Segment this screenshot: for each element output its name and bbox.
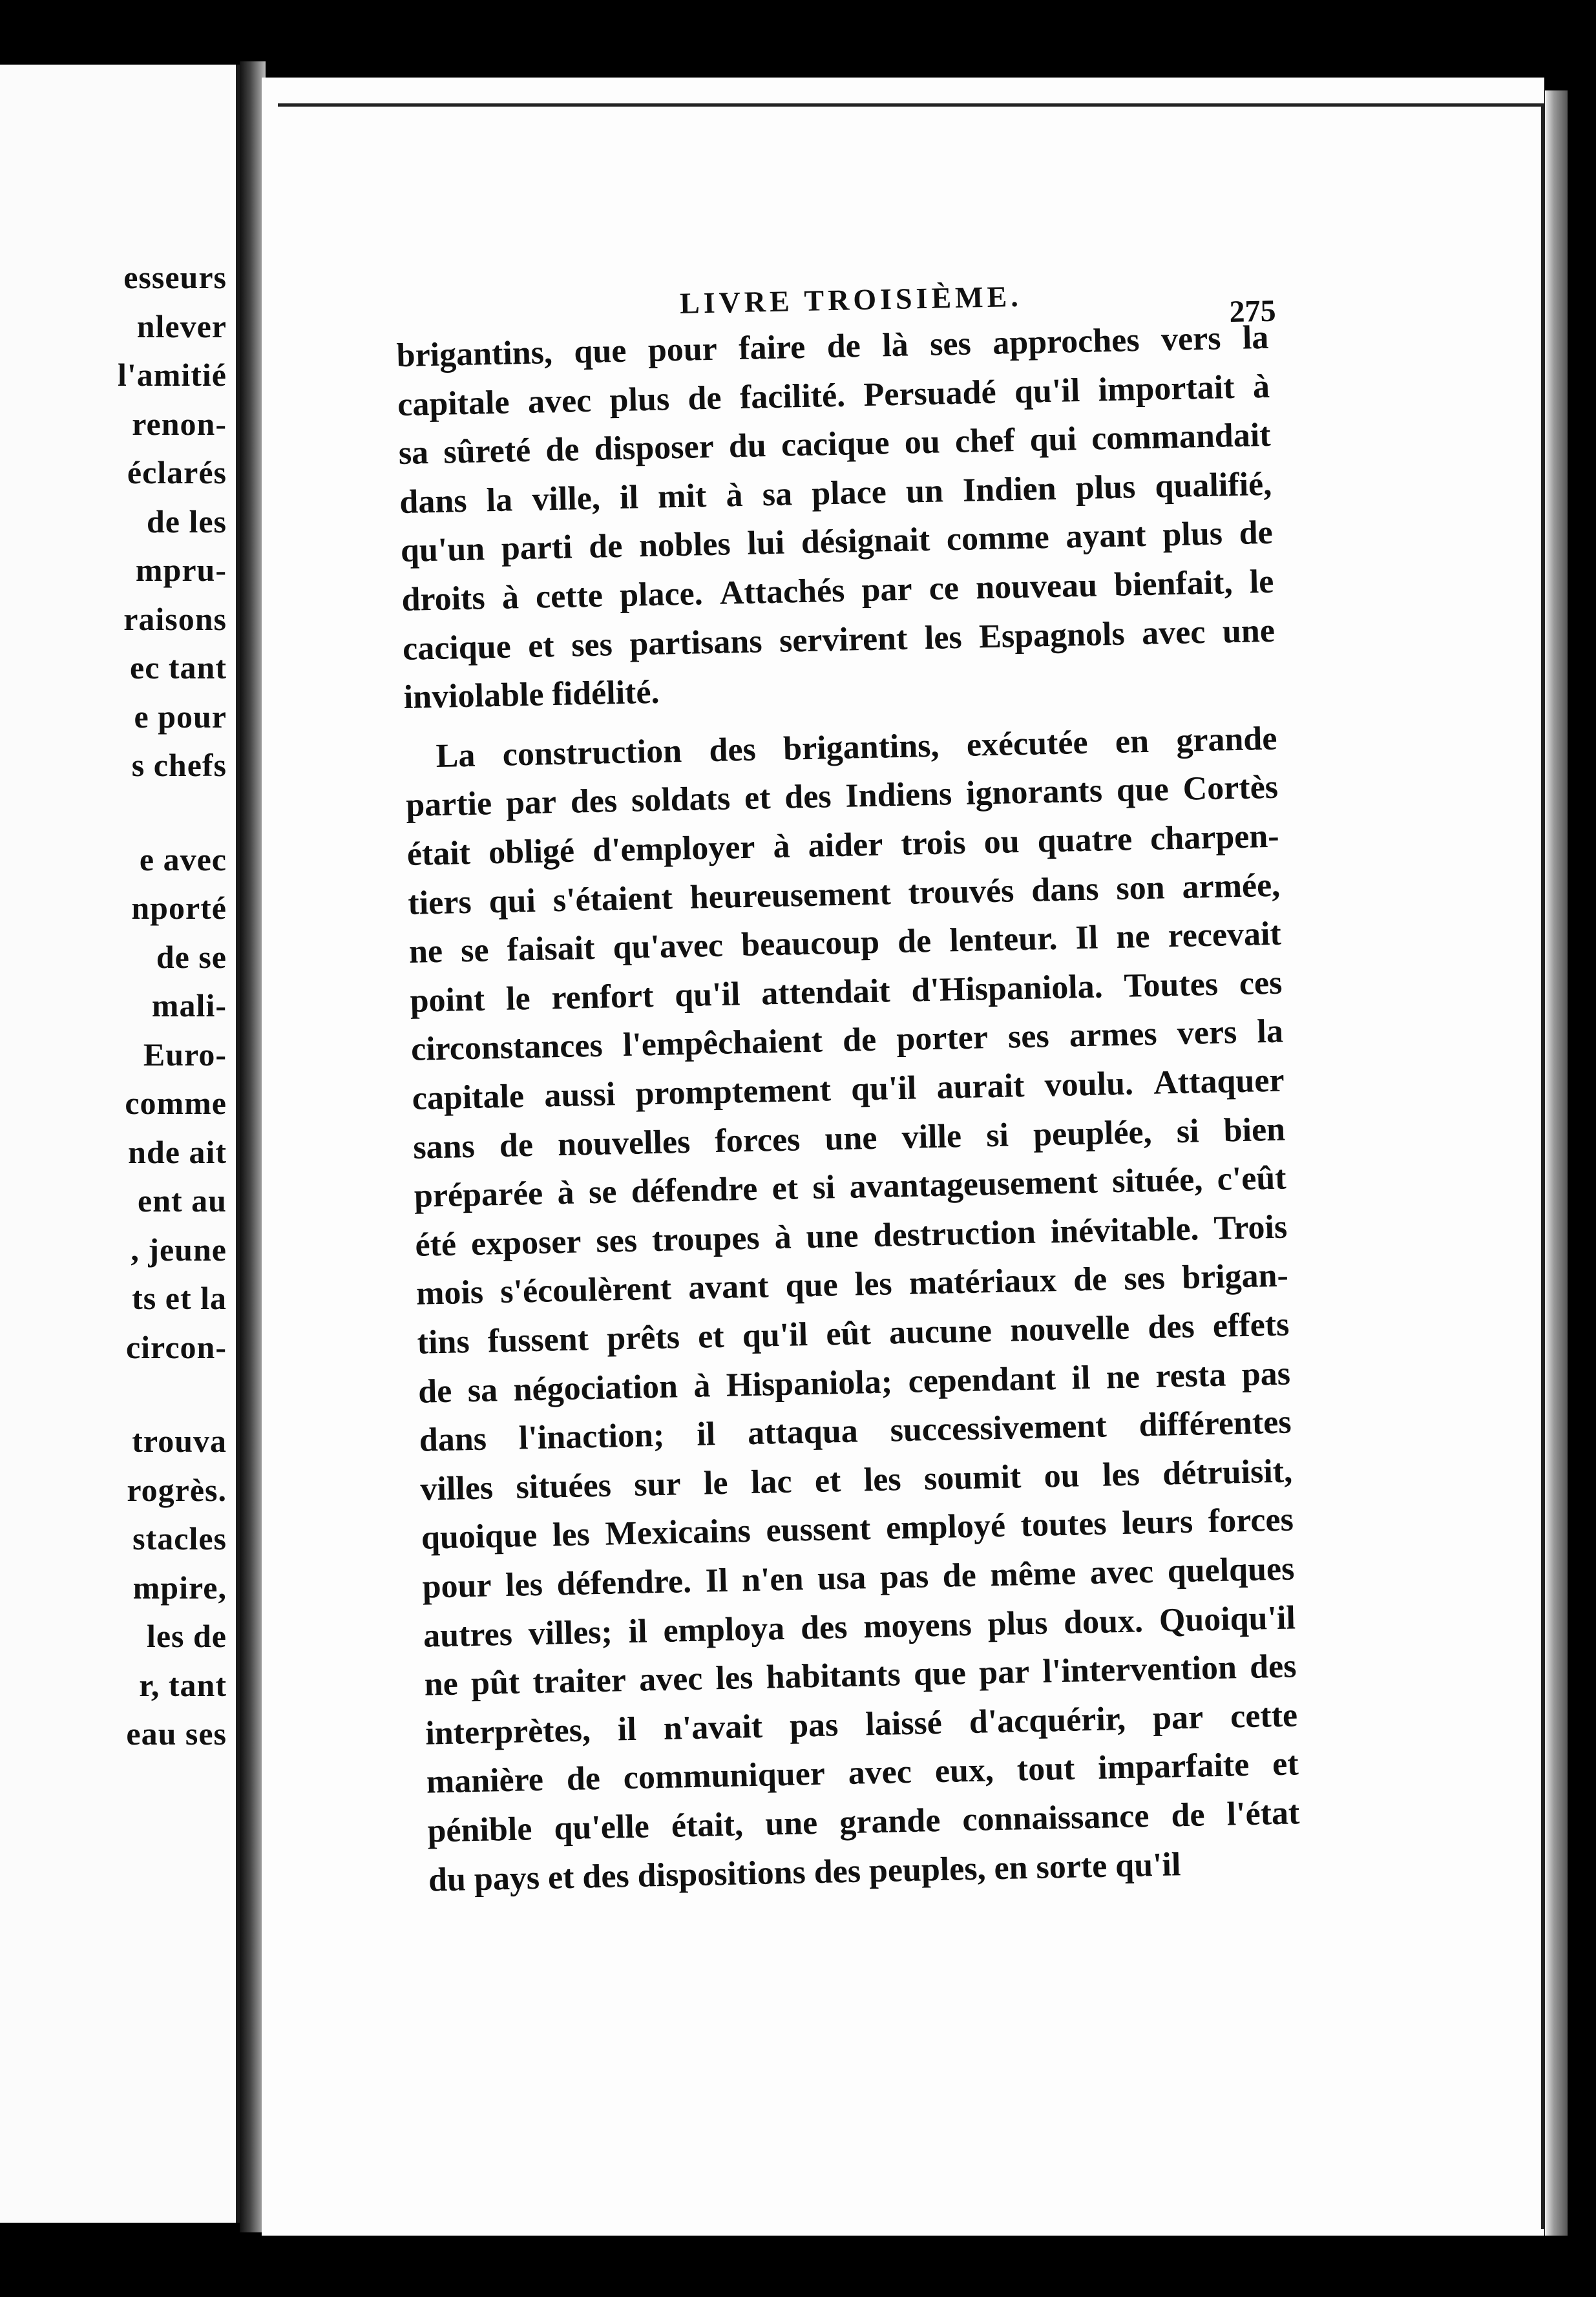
left-page-line: mali- [151,987,227,1023]
text-line: était obligé d'employer à aider trois ou quatre charpen- [406,817,1280,873]
text-line: ne se faisait qu'avec beaucoup de lenteur. Il ne recevait [408,915,1282,971]
left-page-line: les de [146,1618,227,1654]
text-line: quoique les Mexicains eussent employé toutes leurs forces [421,1501,1294,1557]
text-line: autres villes; il employa des moyens plus doux. Quoiqu'il [423,1599,1296,1655]
left-page-line: comme [125,1085,227,1121]
left-page-line: Euro- [143,1036,227,1073]
text-line: de sa négociation à Hispaniola; cependant il ne resta pas [417,1355,1291,1411]
text-line: sans de nouvelles forces une ville si peuplée, si bien [412,1111,1286,1166]
left-page-line: , jeune [131,1231,227,1268]
text-line: capitale aussi promptement qu'il aurait voulu. Attaquer [412,1062,1285,1117]
text-line: ne pût traiter avec les habitants que par l'intervention des [424,1648,1297,1703]
left-page-line: mpru- [135,552,227,588]
left-page-line: e pour [134,698,227,735]
left-page-line: s chefs [131,747,227,783]
text-line: dans l'inaction; il attaqua successivement différentes [419,1403,1292,1459]
left-page-line: ts et la [132,1280,227,1316]
text-line: tins fussent prêts et qu'il eût aucune nouvelle des effets [417,1306,1290,1361]
text-line: été exposer ses troupes à une destruction inévitable. Trois [414,1208,1288,1264]
left-page-line: ec tant [130,649,227,686]
left-page-line: eau ses [126,1715,227,1752]
text-line: sa sûreté de disposer du cacique ou chef qui commandait [398,416,1272,472]
text-line: droits à cette place. Attachés par ce nouveau bienfait, le [401,563,1274,619]
left-page-line: circon- [125,1328,227,1365]
running-head: LIVRE TROISIÈME. [679,279,1023,320]
left-page-line: de se [156,938,227,975]
left-page-line: renon- [132,405,227,442]
left-page-line: l'amitié [117,357,227,393]
left-page-line: nlever [136,308,227,344]
page-number: 275 [1228,293,1277,330]
left-page-line: rogrès. [127,1471,227,1508]
left-page-line: de les [146,503,227,540]
left-page-line: nde ait [128,1133,227,1170]
text-line: préparée à se défendre et si avantageusement située, c'eût [414,1159,1287,1215]
text-line: qu'un parti de nobles lui désignait comme ayant plus de [400,514,1274,570]
left-page-line: éclarés [127,454,227,490]
text-line: inviolable fidélité. [403,673,660,717]
text-line: capitale avec plus de facilité. Persuadé qu'il importait à [397,368,1270,423]
text-line: brigantins, que pour faire de là ses approches vers la [396,319,1269,375]
left-page-line: trouva [132,1423,227,1459]
left-page-line: e avec [139,841,227,877]
text-line: dans la ville, il mit à sa place un Indien plus qualifié, [399,465,1272,521]
text-line: circonstances l'empêchaient de porter ses armes vers la [410,1012,1284,1069]
text-line: La construction des brigantins, exécutée en grande [436,720,1277,775]
text-line: tiers qui s'étaient heureusement trouvés dans son armée, [407,866,1281,922]
text-line: pour les défendre. Il n'en usa pas de même avec quelques [422,1550,1295,1606]
text-line: partie par des soldats et des Indiens ignorants que Cortès [405,769,1279,824]
left-page-line: nporté [131,890,227,926]
text-line: pénible qu'elle était, une grande connaissance de l'état [426,1794,1300,1850]
text-line: manière de communiquer avec eux, tout imparfaite et [426,1745,1299,1801]
left-page-line: ent au [138,1182,227,1219]
text-line: du pays et des dispositions des peuples, en sorte qu'il [428,1845,1181,1899]
text-line: villes situées sur le lac et les soumit ou les détruisit, [419,1453,1293,1508]
left-page-line: esseurs [123,259,227,295]
left-page-line: mpire, [132,1569,227,1606]
text-line: cacique et ses partisans servirent les Espagnols avec une [402,612,1276,667]
left-page-line: raisons [123,600,227,637]
left-page-line: r, tant [139,1666,227,1703]
left-page-line: stacles [132,1520,227,1557]
text-line: point le renfort qu'il attendait d'Hispaniola. Toutes ces [410,964,1283,1020]
text-line: interprètes, il n'avait pas laissé d'acquérir, par cette [425,1697,1298,1752]
text-line: mois s'écoulèrent avant que les matériaux de ses brigan- [415,1257,1289,1313]
